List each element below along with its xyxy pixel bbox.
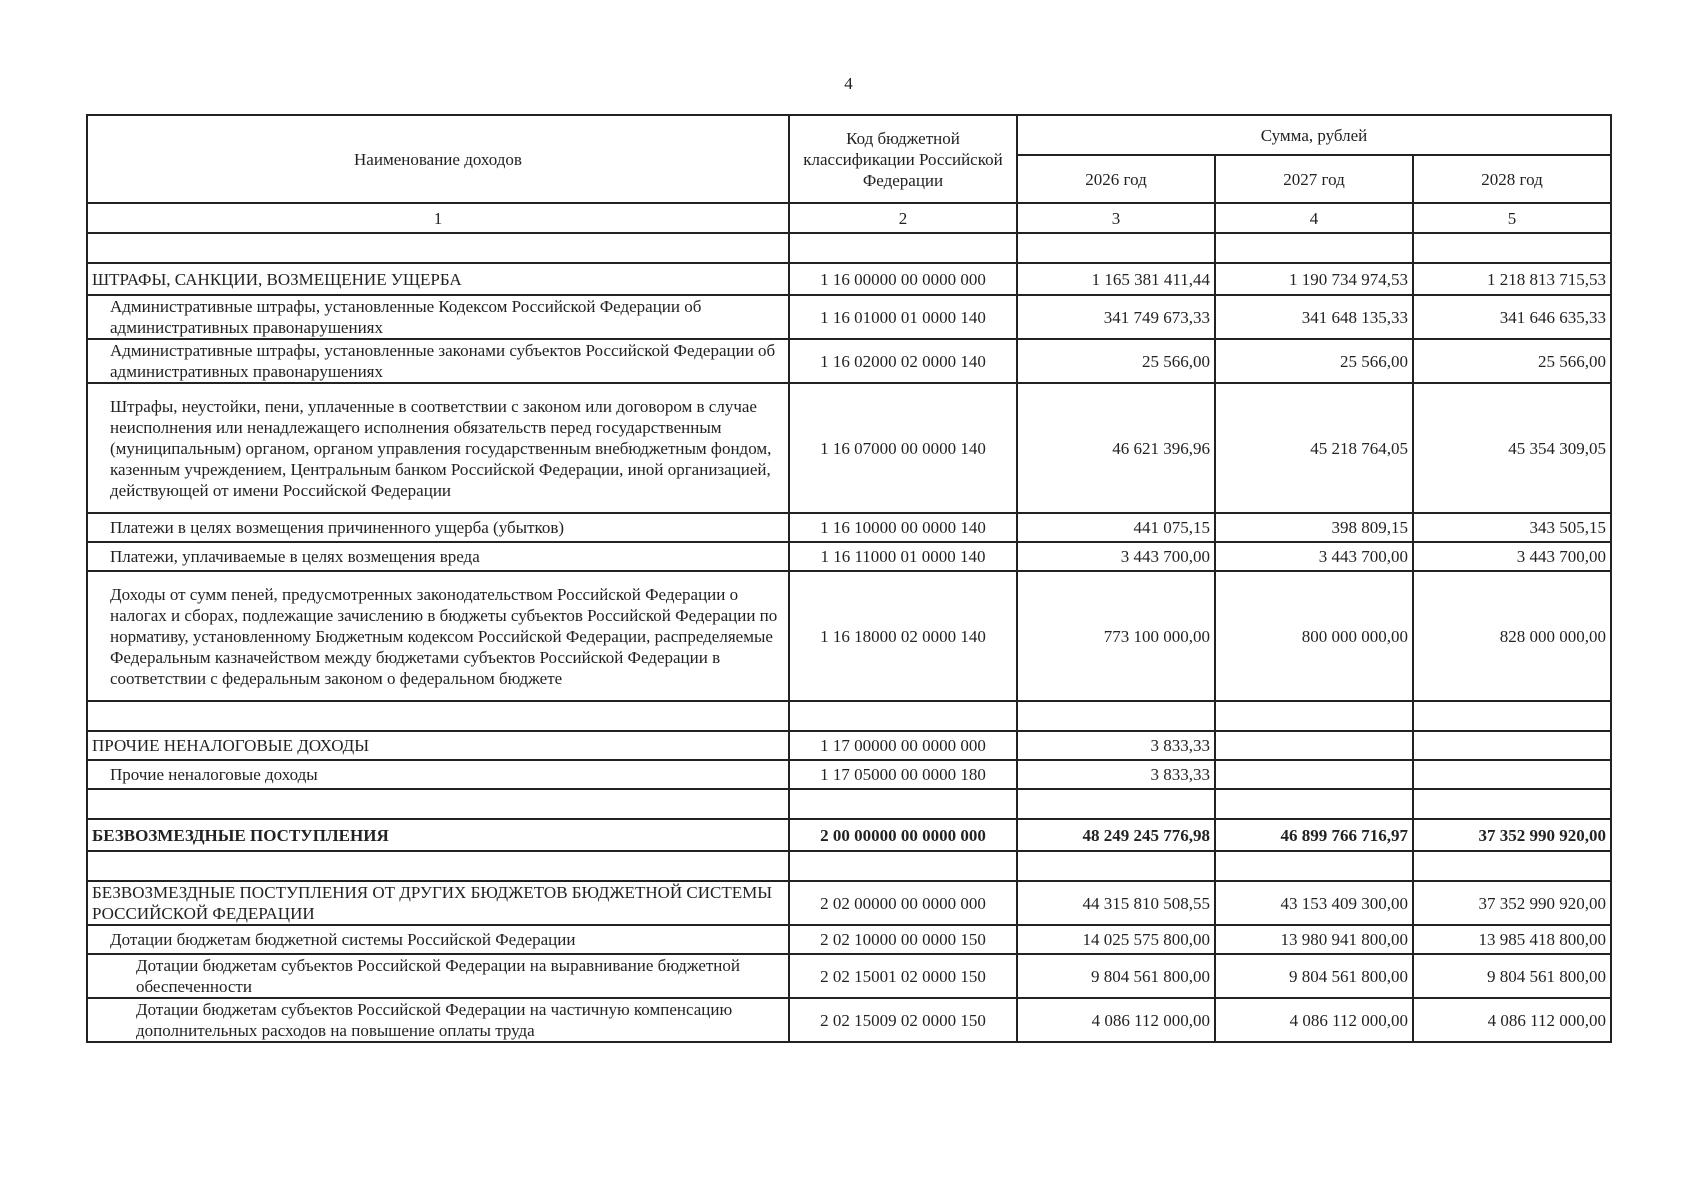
column-index: 3 — [1017, 203, 1215, 233]
income-name: Доходы от сумм пеней, предусмотренных законодательством Российской Федерации о налогах и сборах, подлежащие зачислению в бюджеты субъектов Российской Федерации по нормативу, установленному Бюджетным кодексом Российской Федерации, распределяемые Федеральным казначейством между бюджетами субъектов Российской Федерации в соответствии с федеральным законом о федеральном бюджете — [87, 571, 789, 701]
empty-cell — [87, 233, 789, 263]
empty-cell — [1017, 233, 1215, 263]
income-name: Административные штрафы, установленные Кодексом Российской Федерации об административных правонарушениях — [87, 295, 789, 339]
header-sum: Сумма, рублей — [1017, 115, 1611, 155]
amount-2028: 343 505,15 — [1413, 513, 1611, 542]
empty-cell — [789, 701, 1017, 731]
amount-2027: 341 648 135,33 — [1215, 295, 1413, 339]
income-name: Дотации бюджетам бюджетной системы Российской Федерации — [87, 925, 789, 954]
amount-2026: 9 804 561 800,00 — [1017, 954, 1215, 998]
table-row — [87, 819, 1611, 851]
empty-cell — [789, 851, 1017, 881]
table-row — [87, 571, 1611, 701]
amount-2027: 46 899 766 716,97 — [1215, 819, 1413, 851]
amount-2026: 441 075,15 — [1017, 513, 1215, 542]
amount-2026: 48 249 245 776,98 — [1017, 819, 1215, 851]
header-year-2028: 2028 год — [1413, 155, 1611, 203]
budget-code: 1 16 10000 00 0000 140 — [789, 513, 1017, 542]
budget-code: 1 16 11000 01 0000 140 — [789, 542, 1017, 571]
amount-2028: 13 985 418 800,00 — [1413, 925, 1611, 954]
budget-code: 2 02 10000 00 0000 150 — [789, 925, 1017, 954]
budget-code: 2 02 15009 02 0000 150 — [789, 998, 1017, 1042]
empty-cell — [1215, 701, 1413, 731]
amount-2028: 37 352 990 920,00 — [1413, 819, 1611, 851]
amount-2027: 25 566,00 — [1215, 339, 1413, 383]
amount-2026: 4 086 112 000,00 — [1017, 998, 1215, 1042]
amount-2028 — [1413, 760, 1611, 789]
empty-cell — [1017, 701, 1215, 731]
income-name: Административные штрафы, установленные законами субъектов Российской Федерации об административных правонарушениях — [87, 339, 789, 383]
amount-2027: 800 000 000,00 — [1215, 571, 1413, 701]
table-row — [87, 383, 1611, 513]
table-row — [87, 954, 1611, 998]
amount-2028: 4 086 112 000,00 — [1413, 998, 1611, 1042]
amount-2027 — [1215, 760, 1413, 789]
amount-2028: 45 354 309,05 — [1413, 383, 1611, 513]
spacer-row — [87, 233, 1611, 263]
budget-code: 1 17 05000 00 0000 180 — [789, 760, 1017, 789]
budget-code: 1 16 07000 00 0000 140 — [789, 383, 1017, 513]
budget-code: 2 02 15001 02 0000 150 — [789, 954, 1017, 998]
spacer-row — [87, 789, 1611, 819]
budget-code: 1 16 02000 02 0000 140 — [789, 339, 1017, 383]
amount-2026: 25 566,00 — [1017, 339, 1215, 383]
amount-2026: 1 165 381 411,44 — [1017, 263, 1215, 295]
table-row — [87, 881, 1611, 925]
amount-2026: 44 315 810 508,55 — [1017, 881, 1215, 925]
column-index: 2 — [789, 203, 1017, 233]
amount-2027: 43 153 409 300,00 — [1215, 881, 1413, 925]
table-row — [87, 998, 1611, 1042]
column-index: 5 — [1413, 203, 1611, 233]
table-row — [87, 263, 1611, 295]
empty-cell — [87, 851, 789, 881]
budget-code: 1 16 18000 02 0000 140 — [789, 571, 1017, 701]
amount-2026: 341 749 673,33 — [1017, 295, 1215, 339]
empty-cell — [1413, 701, 1611, 731]
table-row — [87, 339, 1611, 383]
income-name: ШТРАФЫ, САНКЦИИ, ВОЗМЕЩЕНИЕ УЩЕРБА — [87, 263, 789, 295]
amount-2028 — [1413, 731, 1611, 760]
income-name: Дотации бюджетам субъектов Российской Федерации на частичную компенсацию дополнительных расходов на повышение оплаты труда — [87, 998, 789, 1042]
empty-cell — [1215, 233, 1413, 263]
amount-2027: 1 190 734 974,53 — [1215, 263, 1413, 295]
income-name: Платежи, уплачиваемые в целях возмещения вреда — [87, 542, 789, 571]
table-body — [87, 233, 1611, 1042]
amount-2027: 45 218 764,05 — [1215, 383, 1413, 513]
amount-2027: 4 086 112 000,00 — [1215, 998, 1413, 1042]
empty-cell — [87, 701, 789, 731]
amount-2026: 46 621 396,96 — [1017, 383, 1215, 513]
income-name: Прочие неналоговые доходы — [87, 760, 789, 789]
amount-2028: 37 352 990 920,00 — [1413, 881, 1611, 925]
budget-code: 2 00 00000 00 0000 000 — [789, 819, 1017, 851]
amount-2027: 13 980 941 800,00 — [1215, 925, 1413, 954]
empty-cell — [1215, 789, 1413, 819]
revenue-table — [86, 114, 1612, 1043]
empty-cell — [1017, 789, 1215, 819]
budget-code: 2 02 00000 00 0000 000 — [789, 881, 1017, 925]
header-name: Наименование доходов — [87, 115, 789, 203]
budget-code: 1 17 00000 00 0000 000 — [789, 731, 1017, 760]
empty-cell — [1413, 233, 1611, 263]
income-name: ПРОЧИЕ НЕНАЛОГОВЫЕ ДОХОДЫ — [87, 731, 789, 760]
amount-2026: 773 100 000,00 — [1017, 571, 1215, 701]
table-row — [87, 731, 1611, 760]
column-index: 1 — [87, 203, 789, 233]
header-code: Код бюджетной классификации Российской Федерации — [789, 115, 1017, 203]
header-year-2027: 2027 год — [1215, 155, 1413, 203]
table-row — [87, 542, 1611, 571]
amount-2028: 1 218 813 715,53 — [1413, 263, 1611, 295]
table-row — [87, 295, 1611, 339]
amount-2028: 828 000 000,00 — [1413, 571, 1611, 701]
income-name: Дотации бюджетам субъектов Российской Федерации на выравнивание бюджетной обеспеченности — [87, 954, 789, 998]
table-row — [87, 760, 1611, 789]
amount-2028: 341 646 635,33 — [1413, 295, 1611, 339]
budget-code: 1 16 01000 01 0000 140 — [789, 295, 1017, 339]
column-index: 4 — [1215, 203, 1413, 233]
amount-2028: 3 443 700,00 — [1413, 542, 1611, 571]
amount-2026: 3 833,33 — [1017, 731, 1215, 760]
empty-cell — [87, 789, 789, 819]
amount-2026: 14 025 575 800,00 — [1017, 925, 1215, 954]
table-row — [87, 925, 1611, 954]
amount-2028: 25 566,00 — [1413, 339, 1611, 383]
amount-2027: 3 443 700,00 — [1215, 542, 1413, 571]
empty-cell — [1215, 851, 1413, 881]
empty-cell — [789, 233, 1017, 263]
spacer-row — [87, 701, 1611, 731]
table-row — [87, 513, 1611, 542]
empty-cell — [1413, 789, 1611, 819]
page-number: 4 — [844, 74, 853, 93]
spacer-row — [87, 851, 1611, 881]
amount-2027: 398 809,15 — [1215, 513, 1413, 542]
amount-2027 — [1215, 731, 1413, 760]
budget-code: 1 16 00000 00 0000 000 — [789, 263, 1017, 295]
empty-cell — [1017, 851, 1215, 881]
amount-2028: 9 804 561 800,00 — [1413, 954, 1611, 998]
header-year-2026: 2026 год — [1017, 155, 1215, 203]
amount-2027: 9 804 561 800,00 — [1215, 954, 1413, 998]
income-name: БЕЗВОЗМЕЗДНЫЕ ПОСТУПЛЕНИЯ — [87, 819, 789, 851]
income-name: Платежи в целях возмещения причиненного ущерба (убытков) — [87, 513, 789, 542]
empty-cell — [1413, 851, 1611, 881]
income-name: БЕЗВОЗМЕЗДНЫЕ ПОСТУПЛЕНИЯ ОТ ДРУГИХ БЮДЖЕТОВ БЮДЖЕТНОЙ СИСТЕМЫ РОССИЙСКОЙ ФЕДЕРАЦИИ — [87, 881, 789, 925]
amount-2026: 3 833,33 — [1017, 760, 1215, 789]
empty-cell — [789, 789, 1017, 819]
income-name: Штрафы, неустойки, пени, уплаченные в соответствии с законом или договором в случае неисполнения или ненадлежащего исполнения обязательств перед государственным (муниципальным) органом, органом управления государственным внебюджетным фондом, казенным учреждением, Центральным банком Российской Федерации, иной организацией, действующей от имени Российской Федерации — [87, 383, 789, 513]
amount-2026: 3 443 700,00 — [1017, 542, 1215, 571]
